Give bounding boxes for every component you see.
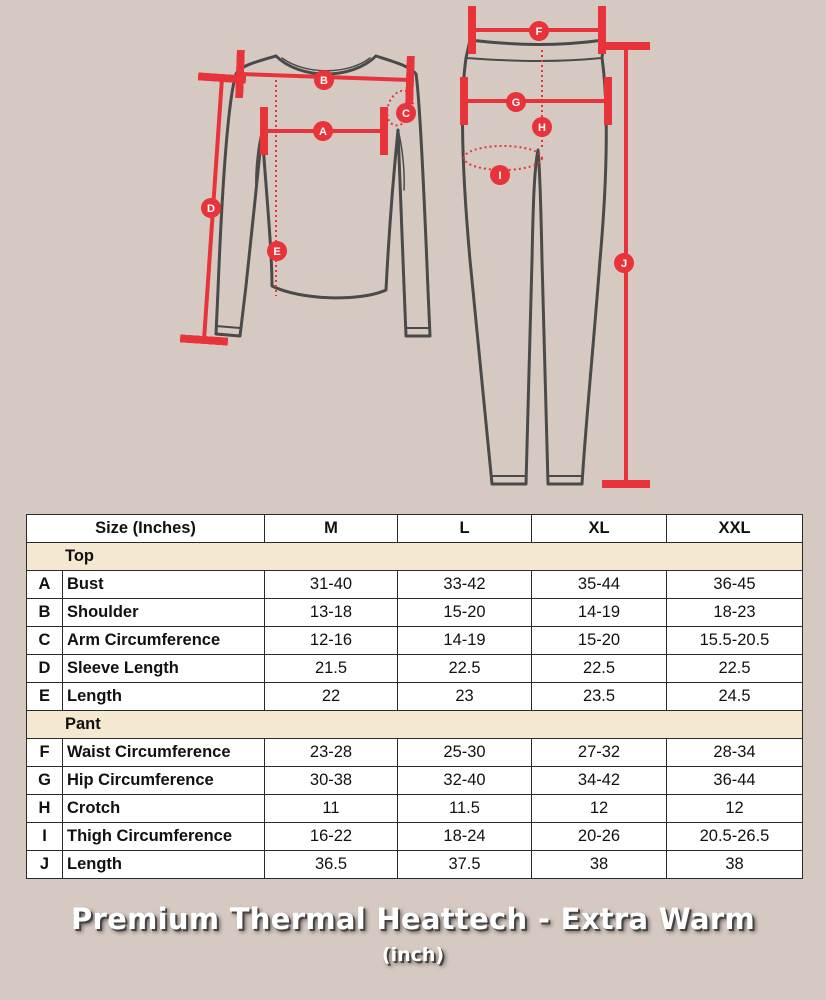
label-c	[396, 103, 416, 123]
measurement-letter: B	[27, 599, 63, 627]
measurement-value: 32-40	[398, 767, 532, 795]
header-size-m: M	[265, 515, 398, 543]
svg-text:A: A	[319, 126, 327, 138]
table-header-row	[27, 515, 803, 543]
measurement-letter: D	[27, 655, 63, 683]
measurement-value: 11	[265, 795, 398, 823]
table-row	[27, 599, 803, 627]
measurement-letter: I	[27, 823, 63, 851]
table-row	[27, 683, 803, 711]
label-a	[313, 121, 333, 141]
measurement-letter: F	[27, 739, 63, 767]
svg-text:I: I	[498, 170, 502, 182]
table-row	[27, 795, 803, 823]
svg-text:B: B	[320, 75, 328, 87]
label-i	[490, 165, 510, 185]
measurement-value: 27-32	[532, 739, 667, 767]
measurement-value: 36-44	[667, 767, 803, 795]
measurement-value: 37.5	[398, 851, 532, 879]
svg-text:G: G	[511, 97, 521, 109]
svg-text:H: H	[538, 122, 546, 134]
table-row	[27, 627, 803, 655]
svg-text:C: C	[402, 108, 410, 120]
svg-text:E: E	[273, 246, 281, 258]
measurement-value: 12	[667, 795, 803, 823]
measurement-value: 15-20	[532, 627, 667, 655]
measurement-value: 18-23	[667, 599, 803, 627]
measurement-letter: H	[27, 795, 63, 823]
pants-outline	[463, 40, 607, 484]
size-chart-table	[26, 514, 803, 879]
measurement-value: 18-24	[398, 823, 532, 851]
measurement-value: 38	[532, 851, 667, 879]
table-row	[27, 767, 803, 795]
table-row	[27, 655, 803, 683]
svg-text:J: J	[620, 258, 628, 270]
measurement-value: 25-30	[398, 739, 532, 767]
measurement-name: Length	[63, 851, 265, 879]
measurement-value: 33-42	[398, 571, 532, 599]
header-size-xl: XL	[532, 515, 667, 543]
measurement-value: 23.5	[532, 683, 667, 711]
measurement-value: 11.5	[398, 795, 532, 823]
footer-subtitle: (inch)	[381, 944, 445, 966]
section-row-pant	[27, 711, 803, 739]
measurement-name: Crotch	[63, 795, 265, 823]
measurement-lines	[204, 30, 626, 484]
measurement-name: Bust	[63, 571, 265, 599]
measurement-letter: J	[27, 851, 63, 879]
measurement-value: 38	[667, 851, 803, 879]
label-f	[529, 21, 549, 41]
measurement-value: 36-45	[667, 571, 803, 599]
measurement-value: 28-34	[667, 739, 803, 767]
top-shirt-outline	[216, 56, 430, 336]
section-label: Top	[27, 543, 803, 571]
measurement-name: Thigh Circumference	[63, 823, 265, 851]
svg-text:D: D	[207, 203, 215, 215]
measurement-name: Arm Circumference	[63, 627, 265, 655]
label-h	[532, 117, 552, 137]
measurement-name: Hip Circumference	[63, 767, 265, 795]
measurement-value: 12	[532, 795, 667, 823]
measurement-value: 14-19	[532, 599, 667, 627]
table-row	[27, 571, 803, 599]
measurement-letter: A	[27, 571, 63, 599]
measurement-value: 20-26	[532, 823, 667, 851]
measurement-name: Sleeve Length	[63, 655, 265, 683]
measurement-letter: G	[27, 767, 63, 795]
measurement-name: Shoulder	[63, 599, 265, 627]
measurement-value: 22	[265, 683, 398, 711]
section-row-top	[27, 543, 803, 571]
measurement-value: 22.5	[532, 655, 667, 683]
label-e	[267, 241, 287, 261]
measurement-value: 30-38	[265, 767, 398, 795]
table-row	[27, 739, 803, 767]
measurement-value: 24.5	[667, 683, 803, 711]
measurement-value: 35-44	[532, 571, 667, 599]
measurement-value: 22.5	[398, 655, 532, 683]
measurement-value: 14-19	[398, 627, 532, 655]
measurement-name: Length	[63, 683, 265, 711]
measurement-value: 16-22	[265, 823, 398, 851]
measurement-name: Waist Circumference	[63, 739, 265, 767]
header-size-label: Size (Inches)	[27, 515, 265, 543]
measurement-value: 34-42	[532, 767, 667, 795]
measurement-value: 15.5-20.5	[667, 627, 803, 655]
measurement-value: 23	[398, 683, 532, 711]
footer-title: Premium Thermal Heattech - Extra Warm	[70, 902, 756, 936]
table-row	[27, 823, 803, 851]
measurement-value: 21.5	[265, 655, 398, 683]
svg-text:F: F	[535, 26, 543, 38]
label-b	[314, 70, 334, 90]
measurement-value: 36.5	[265, 851, 398, 879]
measurement-value: 15-20	[398, 599, 532, 627]
label-d	[201, 198, 221, 218]
measurement-value: 23-28	[265, 739, 398, 767]
section-label: Pant	[27, 711, 803, 739]
label-j	[614, 253, 634, 273]
label-g	[506, 92, 526, 112]
measurement-letter: E	[27, 683, 63, 711]
measurement-value: 22.5	[667, 655, 803, 683]
header-size-l: L	[398, 515, 532, 543]
measurement-letter: C	[27, 627, 63, 655]
measurement-value: 12-16	[265, 627, 398, 655]
measurement-value: 20.5-26.5	[667, 823, 803, 851]
table-row	[27, 851, 803, 879]
measurement-value: 13-18	[265, 599, 398, 627]
header-size-xxl: XXL	[667, 515, 803, 543]
measurement-value: 31-40	[265, 571, 398, 599]
